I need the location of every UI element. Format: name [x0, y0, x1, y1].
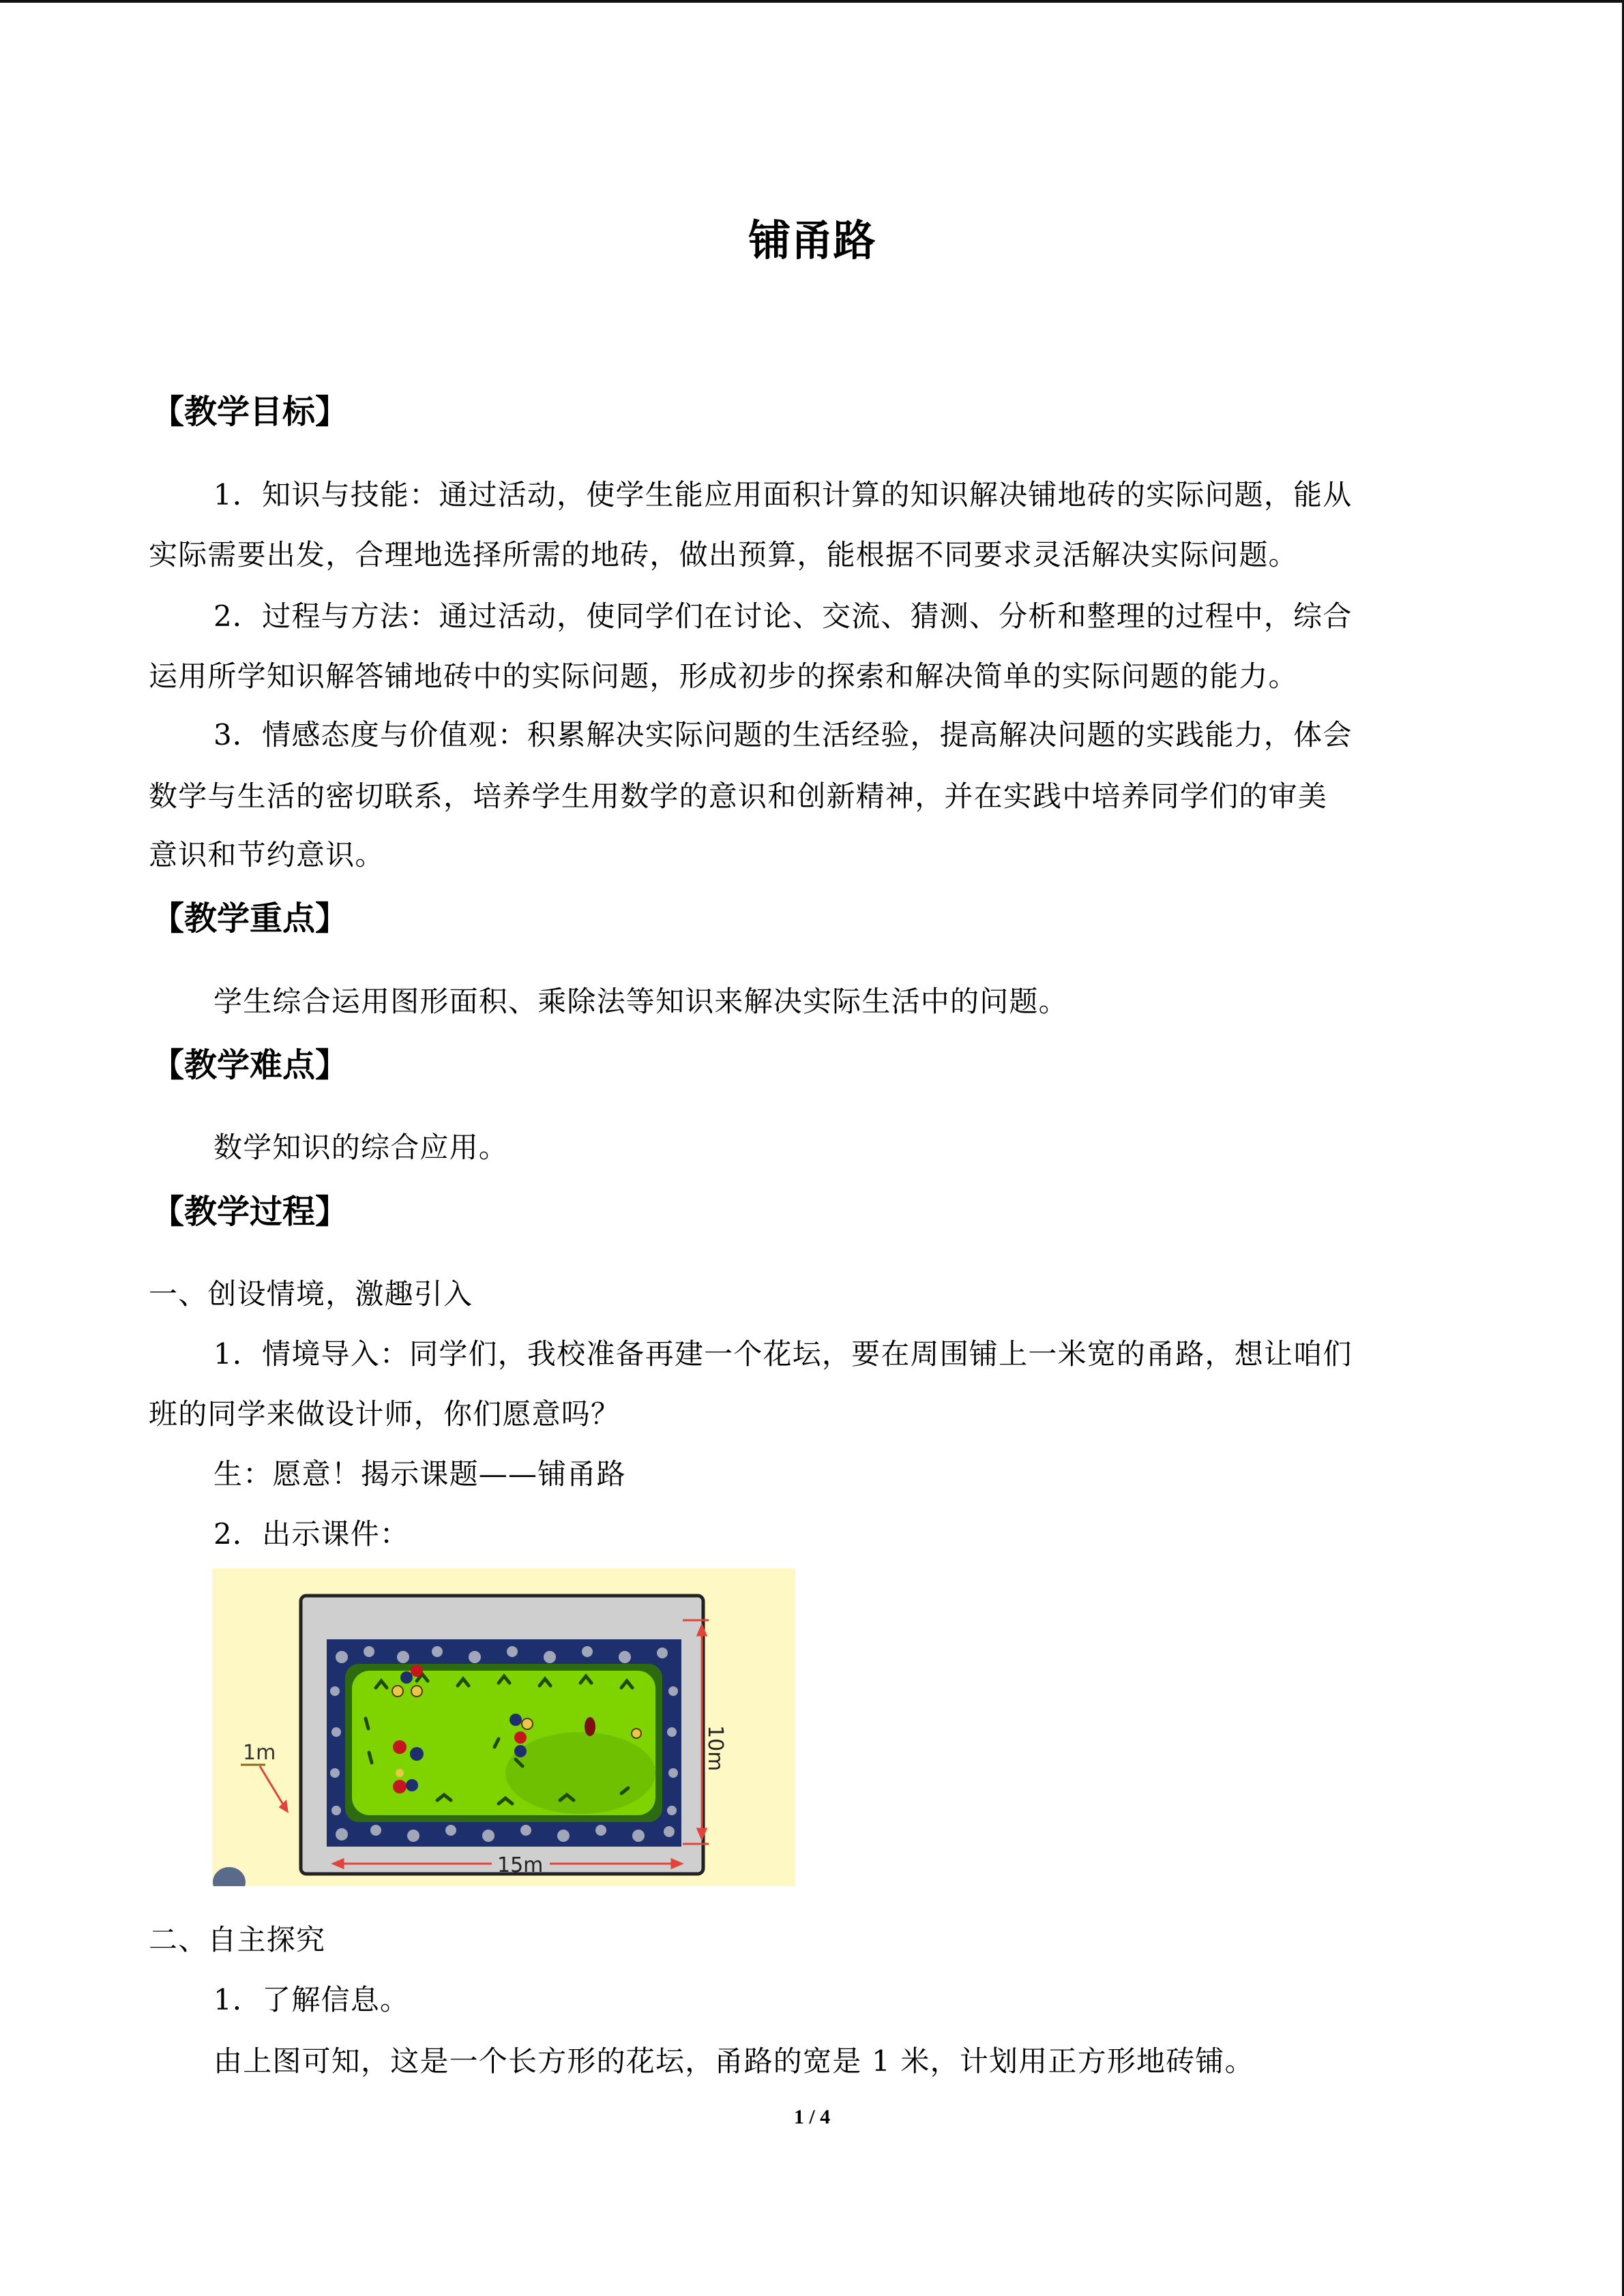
length-label: 15m — [497, 1853, 544, 1877]
flower-bed-diagram — [212, 1568, 795, 1886]
page-number: 1 / 4 — [793, 2106, 831, 2128]
objective-line: 3．情感态度与价值观：积累解决实际问题的生活经验，提高解决问题的实践能力，体会 — [213, 718, 1353, 751]
objective-line: 实际需要出发，合理地选择所需的地砖，做出预算，能根据不同要求灵活解决实际问题。 — [149, 538, 1298, 571]
heading-key-points: 【教学重点】 — [151, 899, 349, 938]
process-part2-title: 二、自主探究 — [149, 1923, 326, 1956]
objective-line: 1．知识与技能：通过活动，使学生能应用面积计算的知识解决铺地砖的实际问题，能从 — [213, 478, 1353, 511]
process-line: 生：愿意！揭示课题——铺甬路 — [213, 1457, 626, 1491]
heading-process: 【教学过程】 — [151, 1193, 349, 1231]
process-line: 1．情境导入：同学们，我校准备再建一个花坛，要在周围铺上一米宽的甬路，想让咱们 — [213, 1337, 1353, 1371]
heading-objectives: 【教学目标】 — [151, 393, 349, 431]
page-top-border — [0, 0, 1624, 3]
width-label: 10m — [703, 1725, 727, 1772]
objective-line: 意识和节约意识。 — [149, 838, 385, 871]
process-line: 2．出示课件： — [213, 1517, 410, 1551]
heading-difficulties: 【教学难点】 — [151, 1046, 349, 1084]
process-part1-title: 一、创设情境，激趣引入 — [149, 1277, 473, 1311]
process-line: 由上图可知，这是一个长方形的花坛，甬路的宽是 1 米，计划用正方形地砖铺。 — [213, 2044, 1254, 2078]
difficulties-text: 数学知识的综合应用。 — [213, 1131, 509, 1164]
process-line: 班的同学来做设计师，你们愿意吗？ — [149, 1397, 621, 1431]
objective-line: 2．过程与方法：通过活动，使同学们在讨论、交流、猜测、分析和整理的过程中，综合 — [213, 599, 1353, 633]
objective-line: 数学与生活的密切联系，培养学生用数学的意识和创新精神，并在实践中培养同学们的审美 — [149, 779, 1328, 813]
process-line: 1．了解信息。 — [213, 1983, 410, 2016]
key-points-text: 学生综合运用图形面积、乘除法等知识来解决实际生活中的问题。 — [213, 985, 1068, 1018]
objective-line: 运用所学知识解答铺地砖中的实际问题，形成初步的探索和解决简单的实际问题的能力。 — [149, 659, 1298, 693]
path-width-label: 1m — [243, 1741, 276, 1765]
document-title: 铺甬路 — [748, 215, 876, 265]
